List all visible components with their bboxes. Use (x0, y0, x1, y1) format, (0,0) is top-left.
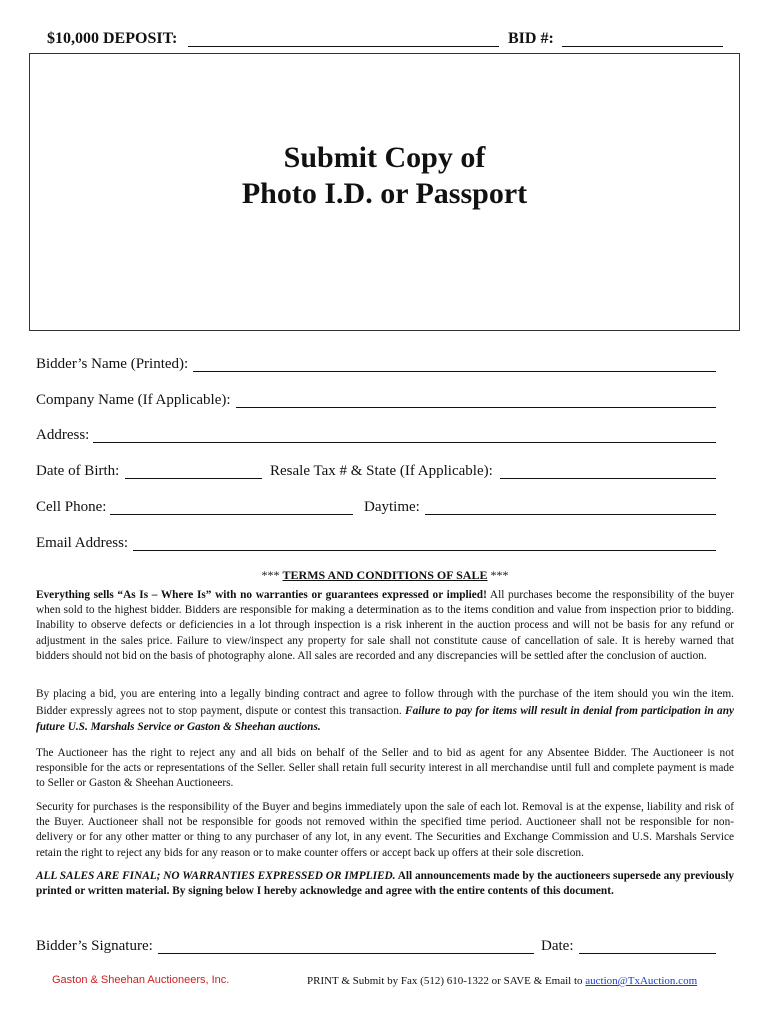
date-line[interactable] (579, 953, 716, 954)
cell-phone-label: Cell Phone: (36, 499, 107, 515)
all-sales-final: ALL SALES ARE FINAL; NO WARRANTIES EXPRESSED OR IMPLIED. (36, 870, 396, 882)
terms-heading (0, 568, 770, 583)
bidder-name-field (36, 356, 716, 378)
resale-tax-label: Resale Tax # & State (If Applicable): (270, 463, 493, 479)
address-field (36, 427, 716, 449)
company-logo-text: Gaston & Sheehan Auctioneers, Inc. (52, 974, 230, 986)
auctioneer-rights-text: The Auctioneer has the right to reject any and all bids on behalf of the Seller and to bid as agent for any Absentee Bidder. The Auctioneer is not responsible for the acts or representations of the Seller. Seller shall retain full security interest in all merchandise until full and complete payment is made to Seller or Gaston & Sheehan Auctioneers. (36, 747, 734, 790)
company-name-line[interactable] (236, 407, 716, 408)
resale-tax-line[interactable] (500, 478, 716, 479)
bid-line[interactable] (562, 46, 723, 47)
dob-line[interactable] (125, 478, 262, 479)
terms-paragraph-auctioneer-rights (36, 746, 734, 792)
address-label: Address: (36, 427, 90, 443)
terms-stars-left: *** (261, 568, 280, 582)
dob-resale-field (36, 463, 716, 485)
failure-to-pay-warning: Failure to pay for items will result in denial from participation in any future U.S. Marshals Service or Gaston & Sheehan auctions. (36, 704, 734, 733)
daytime-line[interactable] (425, 514, 716, 515)
bidder-name-line[interactable] (193, 371, 716, 372)
terms-paragraph-as-is (36, 588, 734, 664)
photo-id-title-line-1: Submit Copy of (283, 141, 486, 174)
as-is-details: All purchases become the responsibility of the buyer when sold to the highest bidder. Bidders are responsible for making a determination as to the items condition and value from inspection prior to bidding. Inability to observe defects or deficiencies in a lot through inspection is a risk inherent in the auction process and will not be basis for any refund or adjustment in the sales price. Failure to view/inspect any property for sale shall not constitute cause of cancellation of sale. It is hereby warned that bidders should not bid on the basis of photography alone. All sales are recorded and any discrepancies will be settled after the conclusion of auction. (36, 589, 735, 662)
security-text: Security for purchases is the responsibility of the Buyer and begins immediately upon the sale of each lot. Removal is at the expense, liability and risk of the Buyer. Auctioneer shall not be responsible for goods not removed within the specified time period. Auctioneer shall not be responsible for non-delivery or for any other matter or thing to any purchaser of any lot, in any event. The Securities and Exchange Commission and U.S. Marshals Service retain the right to reject any bids for any reason or to make counter offers or accept back up offers at their sole discretion. (36, 801, 734, 859)
submission-text: PRINT & Submit by Fax (512) 610-1322 or SAVE & Email to (307, 975, 586, 987)
terms-title: TERMS AND CONDITIONS OF SALE (282, 568, 488, 582)
signature-field (36, 938, 716, 960)
signature-line[interactable] (158, 953, 534, 954)
company-name-label: Company Name (If Applicable): (36, 392, 231, 408)
address-line[interactable] (93, 442, 716, 443)
email-link[interactable]: auction@TxAuction.com (585, 975, 698, 987)
terms-stars-right: *** (490, 568, 509, 582)
terms-paragraph-binding-contract (36, 686, 734, 736)
as-is-statement: Everything sells “As Is – Where Is” with no warranties or guarantees expressed or implied! (36, 589, 487, 601)
submission-instructions (307, 975, 697, 987)
photo-id-title-line-2: Photo I.D. or Passport (241, 177, 528, 210)
daytime-label: Daytime: (364, 499, 420, 515)
company-name-field (36, 392, 716, 414)
phone-field (36, 499, 716, 521)
bid-label: BID #: (508, 30, 554, 47)
cell-phone-line[interactable] (110, 514, 353, 515)
dob-label: Date of Birth: (36, 463, 120, 479)
terms-paragraph-final-sales (36, 869, 734, 899)
deposit-label: $10,000 DEPOSIT: (47, 30, 178, 47)
deposit-line[interactable] (188, 46, 499, 47)
email-field (36, 535, 716, 557)
email-label: Email Address: (36, 535, 129, 551)
terms-paragraph-security (36, 800, 734, 861)
photo-id-instruction (30, 140, 739, 212)
signature-label: Bidder’s Signature: (36, 938, 153, 954)
date-label: Date: (541, 938, 574, 954)
acknowledgement-text: All announcements made by the auctioneers supersede any previously printed or written material. By signing below I hereby acknowledge and agree with the entire contents of this document. (36, 870, 734, 898)
header-row (0, 30, 770, 52)
bidder-name-label: Bidder’s Name (Printed): (36, 356, 189, 372)
email-line[interactable] (133, 550, 716, 551)
binding-contract-text: By placing a bid, you are entering into a legally binding contract and agree to follow through with the purchase of the item should you win the item. Bidder expressly agrees not to stop payment, dispute or contest this transaction. (36, 688, 734, 717)
photo-id-box (29, 53, 740, 331)
